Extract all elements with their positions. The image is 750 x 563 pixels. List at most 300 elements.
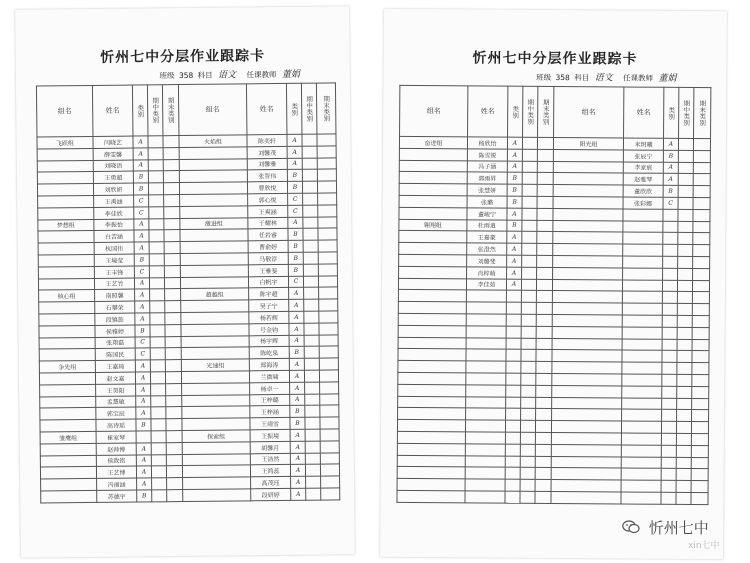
mid-category-cell [521, 350, 536, 362]
category-cell [662, 327, 677, 339]
name-cell: 杨卓一 [250, 382, 290, 394]
name-cell [622, 398, 662, 410]
group-cell [553, 208, 623, 220]
category-cell [506, 338, 521, 350]
class-value: 358 [555, 73, 570, 83]
mid-category-cell [522, 267, 537, 279]
name-cell: 王境莹 [94, 254, 134, 266]
group-cell [41, 490, 97, 502]
group-cell: 激进组 [180, 217, 248, 230]
name-cell: 曹欣悦 [247, 182, 287, 194]
group-cell [552, 303, 622, 315]
mid-category-cell [150, 289, 165, 301]
mid-category-header: 期中类别 [147, 85, 163, 136]
final-category-cell [535, 421, 551, 433]
final-category-cell [163, 171, 179, 183]
name-cell [623, 232, 663, 244]
name-cell: 肖梓萌 [467, 267, 507, 279]
group-cell [553, 196, 623, 208]
mid-category-cell [520, 468, 535, 480]
header-row [36, 83, 336, 137]
final-category-cell [320, 452, 339, 464]
name-cell: 杨宇辉 [249, 335, 289, 347]
name-cell [622, 362, 662, 374]
category-cell: A [135, 301, 150, 313]
final-category-cell [537, 161, 553, 173]
category-cell: A [290, 394, 305, 406]
mid-category-cell [521, 326, 536, 338]
final-category-cell [693, 268, 710, 280]
category-cell [506, 326, 521, 338]
final-category-cell [536, 291, 552, 303]
final-category-cell [321, 488, 340, 500]
name-cell: 陈雪锐 [467, 149, 507, 161]
category-cell: A [287, 158, 302, 170]
mid-category-cell [305, 382, 320, 394]
name-cell [466, 337, 506, 349]
name-cell: 杭国伟 [94, 242, 134, 254]
group-cell [398, 337, 466, 349]
final-category-cell [693, 197, 710, 209]
category-cell: B [137, 490, 152, 502]
group-cell [37, 184, 93, 196]
mid-category-cell [521, 385, 536, 397]
name-cell: 王勇超 [93, 171, 133, 183]
group-cell: 翱翔组 [399, 219, 467, 231]
name-cell: 任岩睿 [248, 229, 288, 241]
mid-category-cell [522, 220, 537, 232]
group-cell [398, 349, 466, 361]
category-cell [662, 339, 677, 351]
name-header: 姓名 [468, 86, 508, 137]
subject-label: 科目 [197, 70, 213, 80]
group-cell [40, 420, 96, 432]
name-cell: 王艺竹 [94, 278, 134, 290]
subject-value: 语文 [594, 73, 613, 84]
mid-category-cell [520, 479, 535, 491]
name-cell: 高诗瑶 [96, 419, 136, 431]
mid-category-cell [148, 148, 163, 160]
final-category-cell [693, 162, 710, 174]
mid-category-cell [152, 490, 167, 502]
name-cell: 刘馨雅 [247, 158, 287, 170]
final-category-cell [691, 422, 708, 434]
category-cell [661, 457, 676, 469]
final-category-cell [320, 417, 339, 429]
group-cell [182, 383, 250, 396]
category-cell: A [507, 149, 522, 161]
category-cell: A [133, 136, 148, 148]
group-cell [553, 149, 623, 161]
mid-category-cell [152, 478, 167, 490]
category-cell [136, 431, 151, 443]
category-cell [662, 386, 677, 398]
category-header: 类别 [508, 86, 523, 137]
group-cell: 火焰组 [179, 135, 247, 148]
final-category-cell [319, 311, 338, 323]
mid-category-cell [150, 348, 165, 360]
group-cell [398, 313, 466, 325]
final-category-cell [318, 228, 337, 240]
final-category-cell [165, 312, 181, 324]
final-category-cell [537, 185, 553, 197]
category-cell: A [289, 311, 304, 323]
category-cell: B [663, 150, 678, 162]
category-cell [662, 292, 677, 304]
mid-category-cell [305, 464, 320, 476]
mid-category-cell [303, 252, 318, 264]
group-cell [553, 173, 623, 185]
final-category-cell [166, 383, 182, 395]
final-category-cell [693, 174, 710, 186]
group-cell [552, 373, 622, 385]
mid-category-cell [151, 454, 166, 466]
group-cell [180, 194, 248, 207]
name-cell [466, 302, 506, 314]
name-cell [621, 445, 661, 457]
final-category-cell [535, 444, 551, 456]
name-cell: 王爽涵 [248, 205, 288, 217]
name-cell: 王嘉琦 [95, 360, 135, 372]
category-cell: C [288, 193, 303, 205]
name-cell: 冯丽涵 [97, 478, 137, 490]
mid-category-cell [302, 181, 317, 193]
mid-category-cell [676, 492, 691, 504]
category-cell [661, 480, 676, 492]
name-cell: 张彩娜 [623, 197, 663, 209]
name-cell: 王洁然 [250, 453, 290, 465]
group-cell [399, 231, 467, 243]
name-cell [466, 361, 506, 373]
mid-category-cell [677, 351, 692, 363]
final-category-cell [692, 304, 709, 316]
mid-category-cell [677, 398, 692, 410]
name-cell [466, 396, 506, 408]
category-cell: A [135, 360, 150, 372]
name-cell [466, 326, 506, 338]
name-cell: 王靖雪 [250, 418, 290, 430]
group-cell [397, 431, 465, 443]
mid-category-cell [304, 358, 319, 370]
category-cell: C [135, 348, 150, 360]
final-category-cell [320, 429, 339, 441]
mid-category-cell [148, 159, 163, 171]
mid-category-cell [149, 207, 164, 219]
mid-category-cell [149, 195, 164, 207]
category-cell [661, 469, 676, 481]
category-cell: A [136, 407, 151, 419]
mid-category-cell [521, 314, 536, 326]
group-cell: 飞跃组 [37, 136, 93, 148]
name-cell: 段镇旅 [95, 313, 135, 325]
final-category-cell [693, 150, 710, 162]
mid-category-cell [305, 441, 320, 453]
name-cell: 王丰锋 [94, 266, 134, 278]
category-cell: B [287, 181, 302, 193]
mid-category-cell [148, 183, 163, 195]
group-cell [179, 147, 247, 160]
category-cell [506, 302, 521, 314]
mid-category-cell [522, 173, 537, 185]
group-cell [552, 338, 622, 350]
category-cell: B [287, 170, 302, 182]
name-cell: 王嘉豪 [467, 231, 507, 243]
category-cell: A [136, 395, 151, 407]
category-cell [662, 410, 677, 422]
category-cell [662, 398, 677, 410]
final-category-cell [692, 292, 709, 304]
name-cell [622, 315, 662, 327]
name-cell [465, 491, 505, 503]
group-cell [181, 371, 249, 384]
final-category-cell [535, 491, 551, 503]
final-category-cell [318, 205, 337, 217]
category-cell: B [288, 252, 303, 264]
card-title: 忻州七中分层作业跟踪卡 [100, 48, 266, 66]
name-cell: 曹俞婷 [248, 241, 288, 253]
mid-category-cell [306, 476, 321, 488]
category-cell: A [136, 443, 151, 455]
name-cell [622, 374, 662, 386]
mid-category-cell [303, 228, 318, 240]
final-category-cell [535, 468, 551, 480]
group-cell [37, 172, 93, 184]
mid-category-cell [304, 287, 319, 299]
tracking-table [36, 82, 340, 503]
group-cell [397, 479, 465, 491]
final-category-cell [537, 244, 553, 256]
category-cell [506, 397, 521, 409]
group-header: 组名 [554, 86, 624, 137]
name-cell: 杜雨逍 [467, 219, 507, 231]
mid-category-cell [149, 230, 164, 242]
final-category-cell [320, 441, 339, 453]
category-cell: A [133, 148, 148, 160]
mid-category-cell [302, 134, 317, 146]
group-cell [180, 265, 248, 278]
final-category-cell [321, 476, 340, 488]
group-cell [398, 372, 466, 384]
category-cell: A [663, 162, 678, 174]
final-category-cell [537, 173, 553, 185]
group-cell [182, 453, 250, 466]
final-category-cell [537, 137, 553, 149]
name-cell [622, 339, 662, 351]
group-cell [38, 254, 94, 266]
group-header: 组名 [400, 85, 468, 136]
final-category-cell [318, 216, 337, 228]
final-category-cell [318, 275, 337, 287]
mid-category-cell [521, 361, 536, 373]
category-cell: C [134, 266, 149, 278]
mid-category-cell [522, 232, 537, 244]
name-cell: 郭雨昇 [467, 172, 507, 184]
teacher-label: 任课教师 [623, 73, 654, 83]
mid-category-cell [521, 338, 536, 350]
group-cell [553, 220, 623, 232]
group-cell [180, 229, 248, 242]
final-category-cell [691, 457, 708, 469]
final-category-cell [536, 350, 552, 362]
final-category-cell [319, 334, 338, 346]
final-category-cell [693, 245, 710, 257]
group-cell [180, 241, 248, 254]
mid-category-cell [150, 372, 165, 384]
category-cell: A [663, 174, 678, 186]
name-cell: 王昊阳 [96, 384, 136, 396]
final-category-cell [691, 481, 708, 493]
name-cell: 米玥曦 [623, 138, 663, 150]
name-cell: 董欣欣 [623, 185, 663, 197]
final-category-cell [318, 193, 337, 205]
mid-category-cell [303, 205, 318, 217]
category-cell [661, 492, 676, 504]
final-category-cell [163, 183, 179, 195]
category-cell: A [134, 230, 149, 242]
final-category-cell [317, 181, 336, 193]
group-cell [399, 184, 467, 196]
final-category-cell [164, 206, 180, 218]
mid-category-cell [151, 395, 166, 407]
mid-category-cell [522, 149, 537, 161]
mid-category-cell [522, 243, 537, 255]
category-cell: A [290, 453, 305, 465]
final-category-cell [693, 209, 710, 221]
group-cell [551, 480, 621, 492]
category-cell [662, 374, 677, 386]
category-cell [505, 444, 520, 456]
category-cell [662, 362, 677, 374]
category-cell [505, 467, 520, 479]
name-cell [466, 349, 506, 361]
name-cell: 白帆宇 [248, 276, 288, 288]
mid-category-cell [303, 193, 318, 205]
name-cell [465, 455, 505, 467]
mid-category-cell [148, 136, 163, 148]
name-cell: 张晋伟 [247, 170, 287, 182]
final-category-header: 期末类别 [162, 85, 179, 136]
name-cell: 刘璐斐 [467, 255, 507, 267]
name-cell [622, 350, 662, 362]
final-category-cell [319, 370, 338, 382]
group-cell: 雏鹰组 [40, 431, 96, 443]
final-category-header: 期末类别 [316, 83, 336, 134]
name-cell: 刘馨茂 [247, 146, 287, 158]
category-cell: A [507, 208, 522, 220]
group-cell [179, 170, 247, 183]
mid-category-header: 期中类别 [301, 83, 317, 134]
name-cell: 董峻宁 [467, 208, 507, 220]
name-cell: 赵帅博 [96, 443, 136, 455]
mid-category-cell [677, 327, 692, 339]
group-cell [553, 267, 623, 279]
name-cell: 吴子宁 [249, 300, 289, 312]
class-label: 班级 [159, 71, 175, 81]
final-category-cell [164, 242, 180, 254]
name-cell: 胡馨月 [250, 441, 290, 453]
group-cell [38, 278, 94, 290]
final-category-cell [165, 360, 181, 372]
group-cell [553, 161, 623, 173]
category-cell: A [287, 146, 302, 158]
category-cell [506, 314, 521, 326]
group-cell [397, 490, 465, 502]
category-cell: A [507, 161, 522, 173]
name-cell [623, 244, 663, 256]
mid-category-cell [521, 409, 536, 421]
name-header: 姓名 [92, 85, 133, 136]
final-category-cell [318, 252, 337, 264]
group-cell [551, 491, 621, 503]
category-cell: A [136, 466, 151, 478]
category-cell: A [507, 137, 522, 149]
final-category-cell [166, 430, 182, 442]
name-cell: 侯雅婷 [95, 325, 135, 337]
mid-category-cell [150, 301, 165, 313]
final-category-cell [537, 220, 553, 232]
category-cell [663, 268, 678, 280]
name-cell: 号金钧 [249, 323, 289, 335]
watermark: xin七中 [688, 541, 720, 551]
final-category-cell [693, 233, 710, 245]
final-category-cell [319, 358, 338, 370]
group-cell [38, 243, 94, 255]
mid-category-cell [677, 386, 692, 398]
mid-category-cell [305, 453, 320, 465]
group-cell [397, 420, 465, 432]
mid-category-cell [303, 217, 318, 229]
mid-category-cell [304, 370, 319, 382]
name-cell [623, 221, 663, 233]
category-header: 类别 [286, 83, 302, 134]
category-cell [663, 209, 678, 221]
brand-label [622, 517, 709, 538]
mid-category-cell [522, 137, 537, 149]
mid-category-cell [676, 433, 691, 445]
group-cell: 核心组 [39, 290, 95, 302]
final-category-cell [166, 419, 182, 431]
final-category-cell [163, 159, 179, 171]
name-cell [466, 408, 506, 420]
name-cell [466, 373, 506, 385]
group-cell: 光速组 [181, 359, 249, 372]
category-cell: A [289, 335, 304, 347]
name-cell: 郑海涛 [249, 359, 289, 371]
group-cell [553, 244, 623, 256]
mid-category-cell [151, 442, 166, 454]
mid-category-cell [302, 169, 317, 181]
class-value: 358 [178, 70, 194, 81]
mid-category-cell [151, 419, 166, 431]
group-cell [552, 350, 622, 362]
category-cell: B [134, 254, 149, 266]
final-category-cell [536, 314, 552, 326]
name-cell: 王禹涵 [94, 195, 134, 207]
final-category-cell [692, 339, 709, 351]
group-cell [181, 300, 249, 313]
category-cell: B [136, 419, 151, 431]
header-row [400, 85, 711, 138]
mid-category-header: 期中类别 [523, 86, 538, 137]
category-cell: C [134, 207, 149, 219]
group-cell [40, 384, 96, 396]
group-cell: 探索组 [182, 430, 250, 443]
final-category-cell [692, 315, 709, 327]
group-cell [38, 195, 94, 207]
tracking-table [396, 85, 711, 505]
mid-category-cell [678, 197, 693, 209]
card-meta [157, 67, 305, 82]
